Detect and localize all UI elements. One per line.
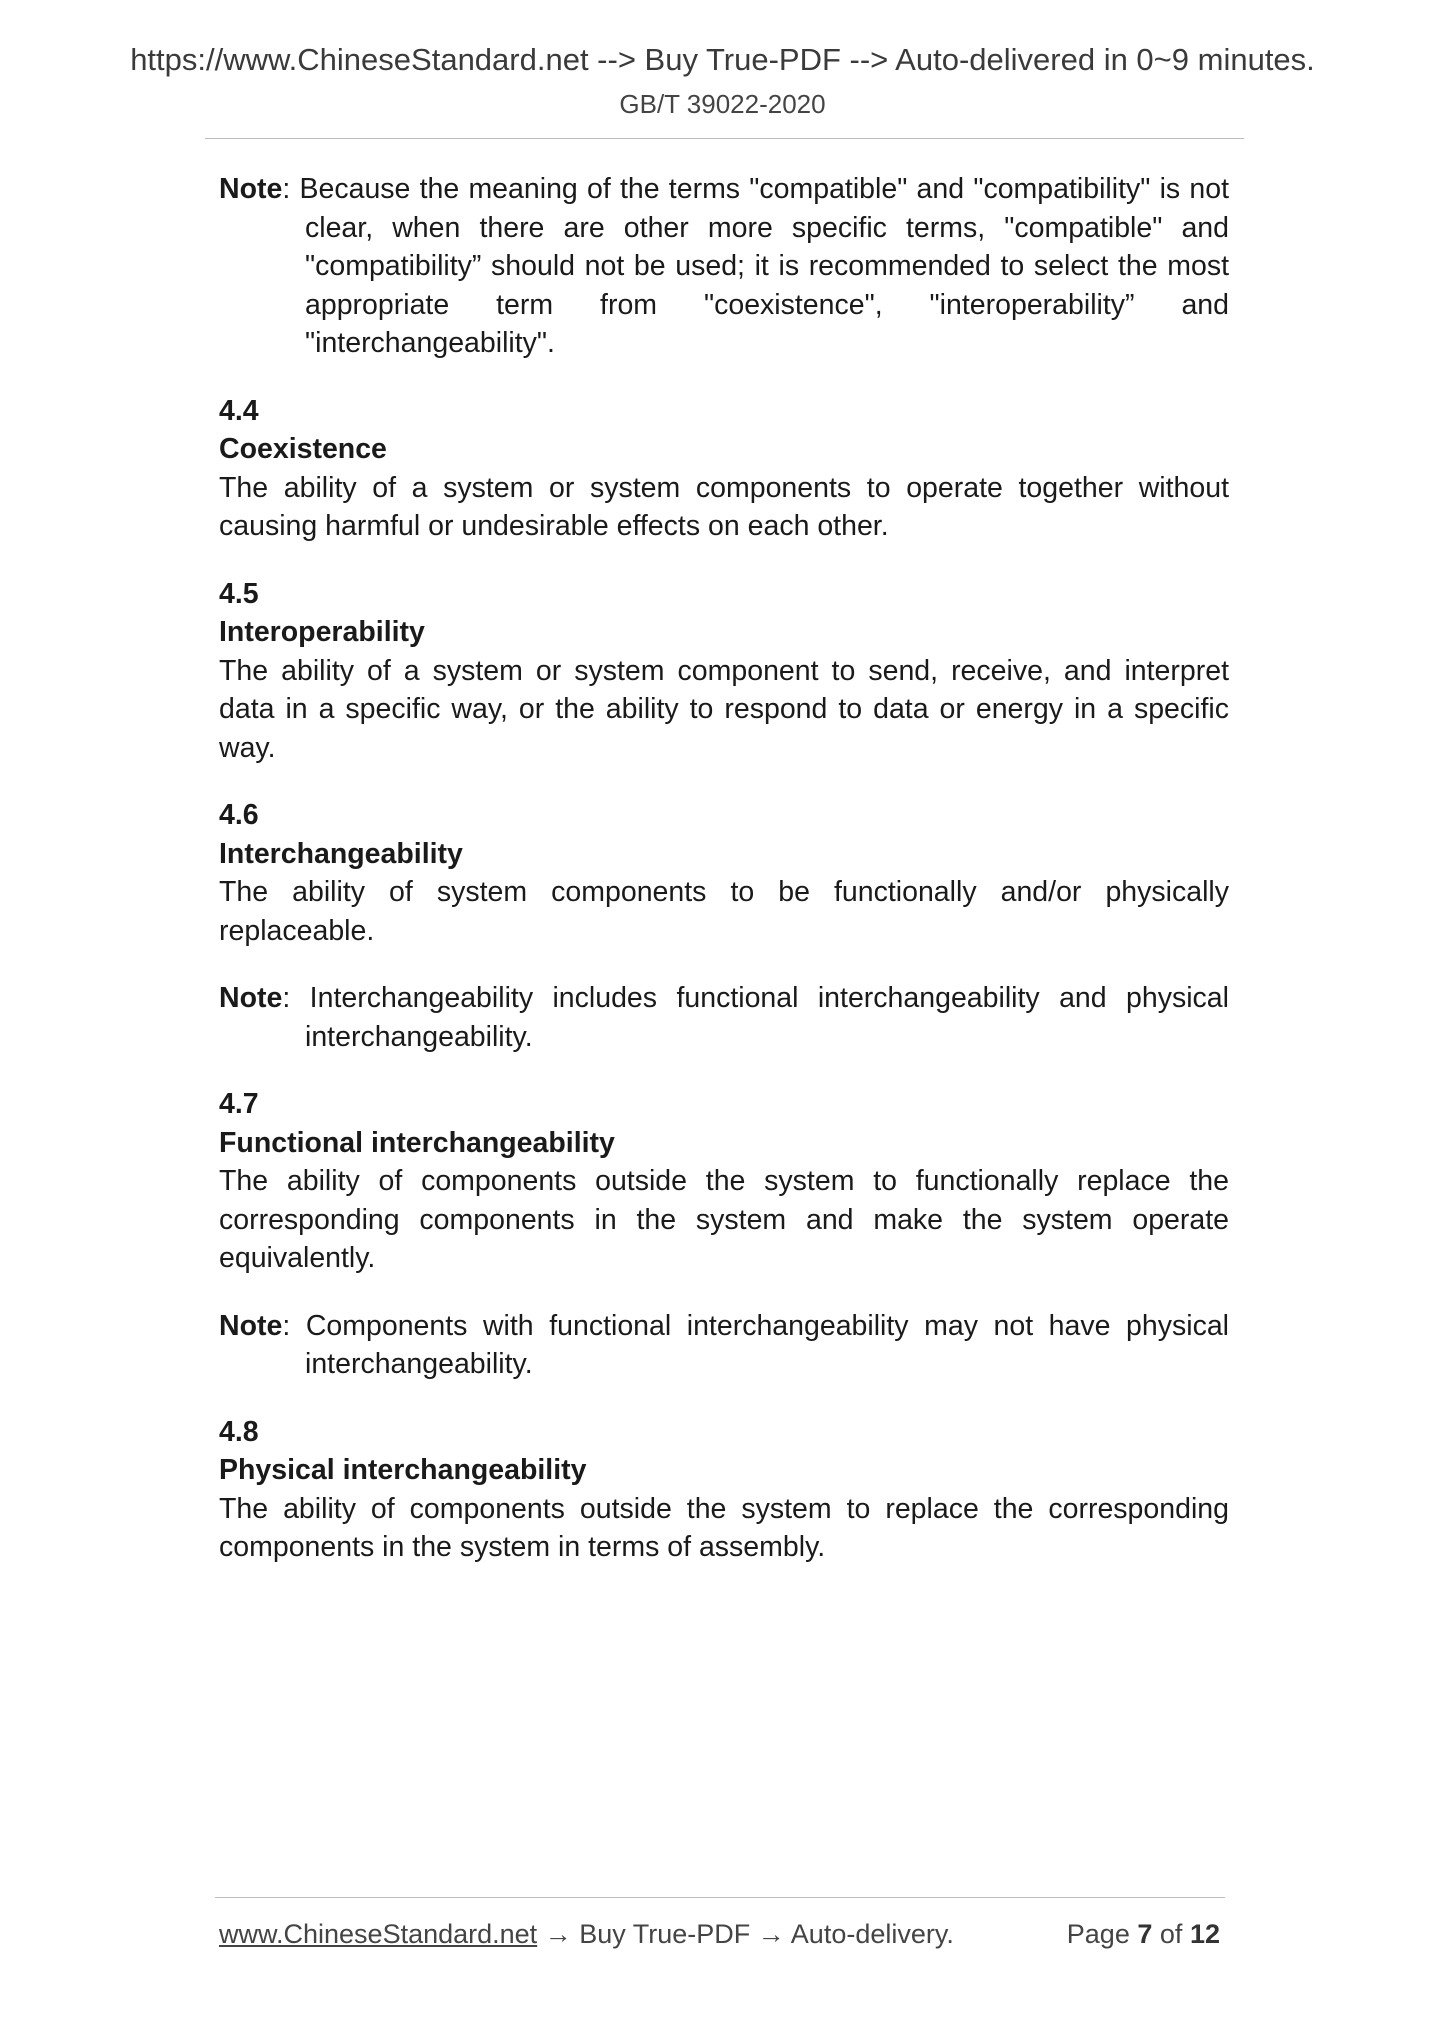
definition-coexistence: The ability of a system or system components to operate together without causing harmful or undesirable effects on each other. [219,471,1229,542]
term-functional-interchangeability: Functional interchangeability [219,1126,615,1159]
footer-delivery-text: Auto-delivery. [790,1919,954,1949]
term-interchangeability: Interchangeability [219,837,463,870]
page-label: Page [1066,1919,1130,1949]
note-first-line [219,1307,1229,1346]
note-interchangeability [219,979,1229,1056]
header-divider [205,138,1244,139]
definition-interchangeability: The ability of system components to be functionally and/or physically replaceable. [219,876,1229,947]
clause-number-4-4: 4.4 [219,394,259,427]
note-compatibility [219,170,1229,363]
arrow-icon: → [757,1919,785,1949]
arrow-icon: → [544,1919,572,1949]
note-continuation: clear, when there are other more specific terms, "compatible" and "compatibility” should not be used; it is recommended to select the most appropriate term from "coexistence", "interoperability” and "interchangeability". [305,211,1229,359]
note-label: Note [219,1309,283,1342]
standard-code: GB/T 39022-2020 [619,89,826,119]
note-continuation: interchangeability. [305,1020,533,1053]
note-first-line [219,979,1229,1018]
term-coexistence: Coexistence [219,433,387,465]
note-continuation: interchangeability. [305,1348,533,1380]
note-first-text: : Interchangeability includes functional interchangeability and physical [282,982,1229,1014]
clause-number-4-7: 4.7 [219,1088,259,1120]
definition-interoperability: The ability of a system or system component to send, receive, and interpret data in a specific way, or the ability to respond to data or energy in a specific way. [219,654,1229,764]
note-first-line [219,170,1229,209]
header-banner: https://www.ChineseStandard.net --> Buy True-PDF --> Auto-delivered in 0~9 minutes. [130,42,1315,77]
footer-promo [219,1916,954,1952]
page-total: 12 [1189,1919,1220,1949]
page-current: 7 [1137,1919,1153,1949]
definition-functional-interchangeability: The ability of components outside the system to functionally replace the corresponding components in the system and make the system operate equivalently. [219,1165,1229,1274]
footer-site-link[interactable]: www.ChineseStandard.net [219,1919,538,1949]
footer-divider [215,1897,1225,1898]
page-of-label: of [1159,1919,1183,1949]
note-functional-interchangeability [219,1307,1229,1384]
clause-number-4-5: 4.5 [219,577,259,610]
footer-buy-text: Buy True-PDF [579,1919,751,1949]
term-physical-interchangeability: Physical interchangeability [219,1454,587,1486]
note-first-text: : Components with functional interchangeability may not have physical [282,1309,1229,1342]
clause-number-4-8: 4.8 [219,1415,259,1448]
note-first-text: : Because the meaning of the terms "compatible" and "compatibility" is not [282,173,1229,205]
page-indicator [1067,1916,1220,1952]
note-label: Note [219,173,283,205]
term-interoperability: Interoperability [219,616,425,648]
clause-number-4-6: 4.6 [219,799,259,831]
note-label: Note [219,982,283,1014]
definition-physical-interchangeability: The ability of components outside the system to replace the corresponding components in the system in terms of assembly. [219,1492,1229,1563]
document-body [219,170,1229,1596]
